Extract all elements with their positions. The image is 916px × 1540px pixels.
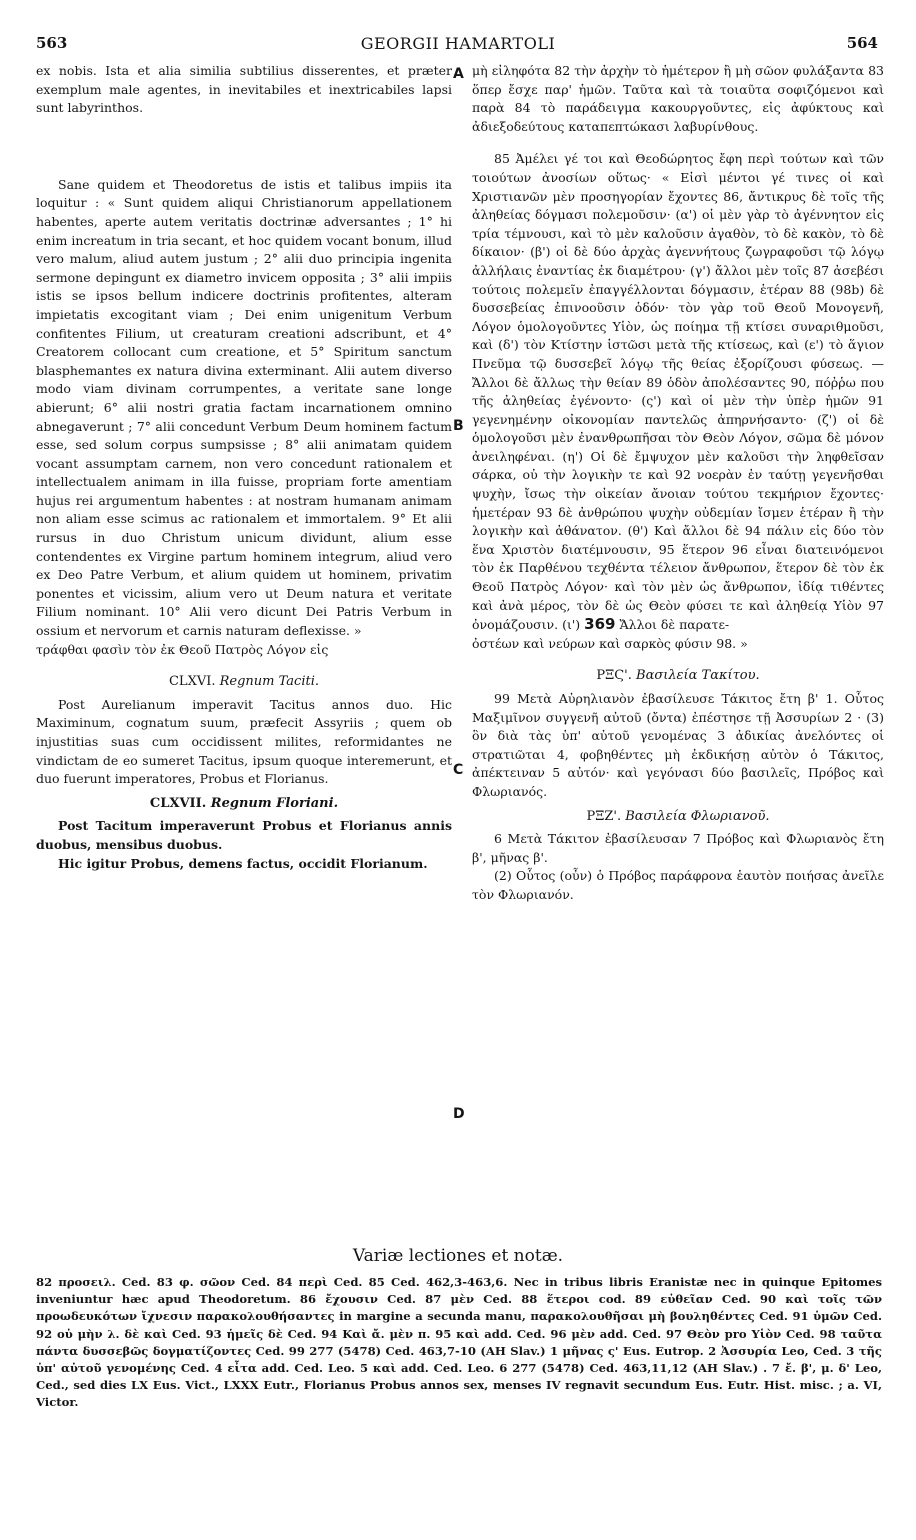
greek-section-title-166: Βασιλεία Τακίτου. (636, 668, 760, 684)
greek-column (472, 62, 884, 905)
latin-paragraph-2-tail: τράφθαι φασὶν τὸν ἐκ Θεοῦ Πατρὸς Λόγον εἰς (36, 641, 329, 657)
greek-section-heading-167 (472, 808, 884, 827)
greek-section-title-167: Βασιλεία Φλωριανοῦ. (625, 808, 770, 824)
latin-paragraph-1: ex nobis. Ista et alia similia subtilius disserentes, et præter exemplum male agentes, in inevitabiles et inextricabiles lapsi sunt labyrinthos. (36, 63, 452, 116)
latin-paragraph-2: Sane quidem et Theodoretus de istis et talibus impiis ita loquitur : « Sunt quidem aliqui Christianorum appellationem habentes, aperte autem veritatis doctrinæ adversantes ; 1° hi enim increatum in tria secant, et hoc quidem vocant bonum, illud vero malum, aliud autem justum ; 2° alii duo principia ingenita sermone depingunt ex diametro invicem opposita ; 3° alii impiis istis se ipsos bellum indicere doctrinis profitentes, alteram impietatis excogitant viam ; Dei enim unigenitum Verbum confitentes Filium, ut creaturam creationi adscribunt, et 4° Creatorem collocant cum creatione, et 5° Spiritum sanctum blasphemantes ex natura divina exterminant. Alii autem diverso modo viam divinam corrumpentes, a veritate sane longe abierunt; 6° alii nostri gratia factam incarnationem omnino abnegaverunt ; 7° alii concedunt Verbum Deum hominem factum esse, sed solum corpus sumpsisse ; 8° alii animatam quidem vocant assumptam carnem, non vero concedunt rationalem et intellectualem animam in illa fuisse, propriam forte amentiam hujus rei argumentum habentes : at nostram humanam animam non aliam esse scimus ac rationalem et immortalem. 9° Et alii rursus in duo Christum unicum dividunt, alium esse contendentes ex Virgine partum hominem integrum, aliud vero ex Deo Patre Verbum, et alium quidem ut hominem, privatim ponentes et vicissim, alium vero ut Deum natura et veritate Filium nominant. 10° Alii vero dicunt Dei Patris Verbum in ossium et nervorum et carnis naturam deflexisse. » (36, 176, 452, 639)
running-title: GEORGII HAMARTOLI (360, 34, 556, 53)
column-number-369: 369 (584, 615, 616, 634)
running-header (0, 34, 916, 58)
section-marker-c: C (453, 762, 464, 778)
left-page-number: 563 (36, 34, 68, 52)
latin-paragraph-5: Hic igitur Probus, demens factus, occidit Florianum. (58, 855, 428, 871)
latin-section-title-166: Regnum Taciti. (219, 674, 319, 690)
latin-section-number-166: CLXVI. (168, 674, 216, 690)
section-marker-b: B (453, 418, 464, 434)
greek-paragraph-3: 99 Μετὰ Αὐρηλιανὸν ἐβασίλευσε Τάκιτος ἔτη β' 1. Οὗτος Μαξιμῖνον συγγενῆ αὐτοῦ (ὄντα) ἐπέστησε τῇ Ἀσσυρίων 2 · (3) ὃν διὰ τὰς ὑπ' αὐτοῦ γενομένας 3 ἀδικίας ἀνελόντες οἱ στρατιῶται 4, φοβηθέντες μὴ ἐκδικήσῃ αὐτὸν ὁ Τάκιτος, ἀπέκτειναν 5 αὐτόν· καὶ γεγόνασι δύο βασιλεῖς, Πρόβος καὶ Φλωριανός. (472, 691, 884, 799)
latin-section-heading-167 (36, 795, 452, 814)
section-marker-a: A (453, 66, 464, 82)
latin-section-number-167: CLXVII. (149, 795, 207, 811)
right-page-number: 564 (846, 34, 878, 52)
greek-paragraph-2 (472, 150, 884, 634)
notes-heading: Variæ lectiones et notæ. (352, 1246, 564, 1266)
greek-paragraph-2-tail: ὀστέων καὶ νεύρων καὶ σαρκὸς φύσιν 98. » (472, 635, 748, 651)
greek-paragraph-5: (2) Οὗτος (οὖν) ὁ Πρόβος παράφρονα ἑαυτὸν ποιήσας ἀνεῖλε τὸν Φλωριανόν. (472, 868, 884, 902)
latin-paragraph-4: Post Tacitum imperaverunt Probus et Florianus annis duobus, mensibus duobus. (36, 818, 452, 852)
latin-column (36, 62, 452, 873)
greek-paragraph-1: μὴ εἰληφότα 82 τὴν ἀρχὴν τὸ ἡμέτερον ἢ μὴ σῶον φυλάξαντα 83 ὅπερ ἔσχε παρ' ἡμῶν. Ταῦτα καὶ τὰ τοιαῦτα σοφιζόμενοι καὶ παρὰ 84 τὸ παράδειγμα κακουργοῦντες, εἰς ἀφύκτους καὶ ἀδιεξοδεύτους καταπεπτώκασι λαβυρίνθους. (472, 63, 884, 134)
greek-paragraph-2-end: Ἄλλοι δὲ παρατε- (619, 617, 730, 633)
section-marker-d: D (453, 1106, 465, 1122)
latin-section-title-167: Regnum Floriani. (210, 795, 339, 811)
greek-section-number-167: ΡΞΖ'. (586, 808, 622, 824)
latin-paragraph-3: Post Aurelianum imperavit Tacitus annos duo. Hic Maximinum, cognatum suum, præfecit Assyriis ; quem ob injustitias suas cum occidissent milites, reformidantes ne vindictam de eo sumeret Tacitus, ipsum quoque interemerunt, et duo fuerunt imperatores, Probus et Florianus. (36, 696, 452, 787)
greek-paragraph-4: 6 Μετὰ Τάκιτον ἐβασίλευσαν 7 Πρόβος καὶ Φλωριανὸς ἔτη β', μῆνας β'. (472, 831, 884, 865)
latin-section-heading-166 (36, 673, 452, 692)
greek-section-number-166: ΡΞϚ'. (596, 668, 632, 684)
greek-paragraph-2-text: 85 Ἀμέλει γέ τοι καὶ Θεοδώρητος ἔφη περὶ τούτων καὶ τῶν τοιούτων ἀνοσίων οὕτως· « Εἰσὶ μέντοι γέ τινες οἱ καὶ Χριστιανῶν μὲν προσηγορίαν ἔχοντες 86, ἄντικρυς δὲ τοῖς τῆς ἀληθείας δόγμασι πολεμοῦσιν· (α') οἱ μὲν γὰρ τὸ ἀγέννητον εἰς τρία τέμνουσι, καὶ τὸ μὲν καλοῦσιν ἀγαθὸν, τὸ δὲ κακὸν, τὸ δὲ δίκαιον· (β') οἱ δὲ δύο ἀρχὰς ἀγεννήτους ζωγραφοῦσι τῷ λόγῳ ἀλλήλαις ἐναντίας ἐκ διαμέτρου· (γ') ἄλλοι μὲν τοῖς 87 ἀσεβέσι τούτοις πολεμεῖν ἐπαγγέλλονται δόγμασιν, ἑτέραν 88 (98b) δὲ δυσσεβείας ἐπινοοῦσιν ὁδόν· τὸν γὰρ τοῦ Θεοῦ Μονογενῆ, Λόγον ὁμολογοῦντες Υἱὸν, ὡς ποίημα τῇ κτίσει συναριθμοῦσι, καὶ (δ') τὸν Κτίστην ἱστῶσι μετὰ τῆς κτίσεως, καὶ (ε') τὸ ἅγιον Πνεῦμα τῷ δυσσεβεῖ λόγῳ τῆς θείας ἐξορίζουσι φύσεως. — Ἄλλοι δὲ ἄλλως τὴν θείαν 89 ὁδὸν ἀπολέσαντες 90, πόῤῥω που τῆς ἀληθείας ἐγένοντο· (ς') καὶ οἱ μὲν τὴν ὑπὲρ ἡμῶν 91 γεγενημένην οἰκονομίαν παντελῶς ἀπηρνήσαντο· (ζ') οἱ δὲ ὁμολογοῦσι μὲν ἐνανθρωπῆσαι τὸν Θεὸν Λόγον, σῶμα δὲ μόνον ἀνειληφέναι. (η') Οἱ δὲ ἔμψυχον μὲν καλοῦσι τὴν ληφθεῖσαν σάρκα, οὐ τὴν λογικὴν τε καὶ 92 νοερὰν ἐν ταύτῃ γεγενῆσθαι ψυχὴν, ἴσως τὴν οἰκείαν ἄνοιαν τούτου τεκμήριον ἔχοντες· ἡμετέραν 93 δὲ ἀνθρώπου ψυχὴν οὐδεμίαν ἴσμεν ἑτέραν ἢ τὴν λογικὴν καὶ ἀθάνατον. (θ') Καὶ ἄλλοι δὲ 94 πάλιν εἰς δύο τὸν ἕνα Χριστὸν διατέμνουσιν, 95 ἕτερον 96 εἶναι διατεινόμενοι τὸν ἐκ Παρθένου τεχθέντα τέλειον ἄνθρωπον, ἕτερον δὲ τὸν ἐκ Θεοῦ Πατρὸς Λόγον· καὶ τὸν μὲν ὡς ἄνθρωπον, ἰδίᾳ τιθέντες καὶ ἀνὰ μέρος, τὸν δὲ ὡς Θεὸν φύσει τε καὶ ἀληθείᾳ Υἱὸν 97 ὀνομάζουσιν. (ι') (472, 151, 884, 633)
variant-readings-notes: 82 προσειλ. Ced. 83 φ. σῶον Ced. 84 περὶ Ced. 85 Ced. 462,3-463,6. Nec in tribus libris Eranistæ nec in quinque Epitomes inveniuntur hæc apud Theodoretum. 86 ἔχουσιν Ced. 87 μὲν Ced. 88 ἕτεροι cod. 89 εὐθεῖαν Ced. 90 καὶ τοῖς τῶν προωδευκότων ἴχνεσιν παρακολουθήσαντες in margine a secunda manu, παρακολουθῆσαι μὴ βουληθέντες Ced. 91 ὑμῶν Ced. 92 οὐ μὴν λ. δὲ καὶ Ced. 93 ἡμεῖς δὲ Ced. 94 Καὶ ἄ. μὲν π. 95 καὶ add. Ced. 96 μὲν add. Ced. 97 Θεὸν pro Υἱὸν Ced. 98 ταῦτα πάντα δυσσεβῶς δογματίζοντες Ced. 99 277 (5478) Ced. 463,7-10 (AH Slav.) 1 μῆνας ς' Eus. Eutrop. 2 Ἀσσυρία Leo, Ced. 3 τῆς ὑπ' αὐτοῦ γενομένης Ced. 4 εἶτα add. Ced. Leo. 5 καὶ add. Ced. Leo. 6 277 (5478) Ced. 463,11,12 (AH Slav.) . 7 ἔ. β', μ. δ' Leo, Ced., sed dies LX Eus. Vict., LXXX Eutr., Florianus Probus annos sex, menses IV regnavit secundum Eus. Eutr. Hist. misc. ; a. VI, Victor. (36, 1275, 882, 1410)
greek-section-heading-166 (472, 667, 884, 686)
